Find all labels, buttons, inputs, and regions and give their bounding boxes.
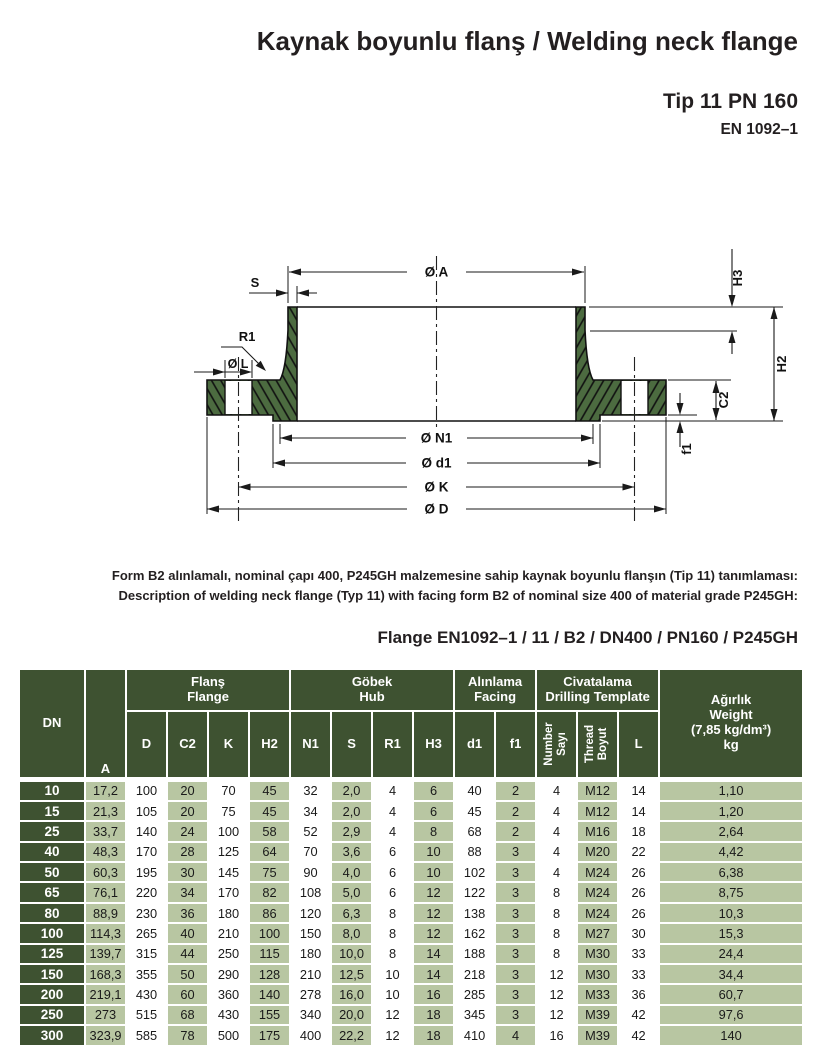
data-cell: 4	[372, 779, 413, 801]
group-header-hub	[290, 669, 454, 711]
data-cell: 4	[495, 1025, 536, 1045]
group-facing-en: Facing	[474, 689, 517, 704]
data-cell: 15,3	[659, 923, 803, 943]
data-cell: 10	[372, 964, 413, 984]
data-cell: 3	[495, 862, 536, 882]
group-flange-en: Flange	[187, 689, 229, 704]
description-english: Description of welding neck flange (Typ 11) with facing form B2 of nominal size 400 of material grade P245GH:	[118, 587, 798, 603]
table-row	[19, 779, 803, 801]
table-row	[19, 1005, 803, 1025]
data-cell: 8,75	[659, 882, 803, 902]
data-cell: 220	[126, 882, 167, 902]
dim-label-f1: f1	[679, 443, 694, 455]
dim-label-ol: Ø L	[227, 357, 249, 371]
data-cell: 26	[618, 882, 659, 902]
data-cell: 355	[126, 964, 167, 984]
data-cell: 8,0	[331, 923, 372, 943]
data-cell: 5,0	[331, 882, 372, 902]
group-drilling-tr: Civatalama	[563, 674, 632, 690]
data-cell: M39	[577, 1025, 618, 1045]
data-cell: 188	[454, 944, 495, 964]
data-cell: 6	[372, 882, 413, 902]
data-cell: 140	[659, 1025, 803, 1045]
weight-header-en: Weight	[709, 707, 753, 723]
data-cell: 585	[126, 1025, 167, 1045]
data-cell: 8	[372, 944, 413, 964]
data-cell: 3	[495, 984, 536, 1004]
data-cell: 10,3	[659, 903, 803, 923]
data-cell: 78	[167, 1025, 208, 1045]
col-header-a: A	[85, 669, 126, 779]
data-cell: 86	[249, 903, 290, 923]
data-cell: 8	[372, 923, 413, 943]
data-cell: 33,7	[85, 821, 126, 841]
data-cell: 1,10	[659, 779, 803, 801]
col-header-d: D	[126, 711, 167, 779]
data-cell: 26	[618, 862, 659, 882]
data-cell: 45	[249, 779, 290, 801]
weight-header-density: (7,85 kg/dm³)	[690, 722, 772, 738]
data-cell: M24	[577, 862, 618, 882]
table-row	[19, 801, 803, 821]
weight-header-tr: Ağırlık	[710, 692, 752, 708]
dn-cell: 100	[19, 923, 85, 943]
data-cell: 68	[454, 821, 495, 841]
weight-header-unit: kg	[723, 737, 739, 753]
data-cell: 30	[167, 862, 208, 882]
standard-reference: EN 1092–1	[720, 121, 798, 138]
data-cell: 8	[536, 882, 577, 902]
dn-cell: 40	[19, 842, 85, 862]
col-header-s: S	[331, 711, 372, 779]
data-cell: 4	[536, 842, 577, 862]
group-flange-tr: Flanş	[191, 674, 225, 690]
data-cell: 33	[618, 964, 659, 984]
data-cell: 500	[208, 1025, 249, 1045]
data-cell: 34,4	[659, 964, 803, 984]
data-cell: 140	[249, 984, 290, 1004]
data-cell: 6	[372, 842, 413, 862]
group-hub-tr: Göbek	[351, 674, 393, 690]
group-header-flange	[126, 669, 290, 711]
dn-cell: 300	[19, 1025, 85, 1045]
data-cell: 114,3	[85, 923, 126, 943]
data-cell: 20	[167, 801, 208, 821]
data-cell: 8	[536, 903, 577, 923]
dn-cell: 10	[19, 779, 85, 801]
data-cell: 139,7	[85, 944, 126, 964]
data-cell: 122	[454, 882, 495, 902]
data-cell: 3,6	[331, 842, 372, 862]
data-cell: 52	[290, 821, 331, 841]
data-cell: 33	[618, 944, 659, 964]
data-cell: 36	[167, 903, 208, 923]
data-cell: 8	[372, 903, 413, 923]
data-cell: 285	[454, 984, 495, 1004]
flange-dimension-table	[18, 668, 804, 1047]
data-cell: 3	[495, 923, 536, 943]
data-cell: 100	[126, 779, 167, 801]
dim-label-ok: Ø K	[424, 479, 449, 495]
col-header-l: L	[618, 711, 659, 779]
data-cell: 170	[126, 842, 167, 862]
data-cell: 210	[208, 923, 249, 943]
dn-cell: 25	[19, 821, 85, 841]
data-cell: 12	[413, 882, 454, 902]
data-cell: 180	[290, 944, 331, 964]
data-cell: 76,1	[85, 882, 126, 902]
data-cell: 6,3	[331, 903, 372, 923]
data-cell: 64	[249, 842, 290, 862]
data-cell: 75	[208, 801, 249, 821]
data-cell: 2	[495, 801, 536, 821]
table-row	[19, 821, 803, 841]
data-cell: 10	[413, 842, 454, 862]
data-cell: 32	[290, 779, 331, 801]
data-cell: 34	[290, 801, 331, 821]
data-cell: 12	[372, 1005, 413, 1025]
data-cell: 16	[413, 984, 454, 1004]
dim-label-od1: Ø d1	[421, 455, 452, 471]
data-cell: 22,2	[331, 1025, 372, 1045]
data-cell: 323,9	[85, 1025, 126, 1045]
dim-label-on1: Ø N1	[420, 430, 453, 446]
data-cell: 250	[208, 944, 249, 964]
data-cell: 3	[495, 964, 536, 984]
group-header-drilling	[536, 669, 659, 711]
data-cell: M20	[577, 842, 618, 862]
data-cell: 45	[249, 801, 290, 821]
data-cell: 10	[372, 984, 413, 1004]
data-cell: 14	[413, 944, 454, 964]
col-header-h3: H3	[413, 711, 454, 779]
table-row	[19, 882, 803, 902]
dim-label-s: S	[250, 275, 260, 290]
data-cell: 60,7	[659, 984, 803, 1004]
col-header-bolt-number	[536, 711, 577, 779]
data-cell: 60	[167, 984, 208, 1004]
data-cell: 128	[249, 964, 290, 984]
data-cell: 45	[454, 801, 495, 821]
bolt-number-en: Number	[543, 722, 556, 766]
data-cell: 360	[208, 984, 249, 1004]
data-cell: 3	[495, 903, 536, 923]
col-header-dn: DN	[19, 669, 85, 779]
group-drilling-en: Drilling Template	[545, 689, 650, 704]
data-cell: 30	[618, 923, 659, 943]
data-cell: 58	[249, 821, 290, 841]
data-cell: 24,4	[659, 944, 803, 964]
data-cell: 12	[413, 903, 454, 923]
data-cell: 230	[126, 903, 167, 923]
data-cell: 14	[618, 801, 659, 821]
data-cell: 145	[208, 862, 249, 882]
data-cell: 4,42	[659, 842, 803, 862]
data-cell: 430	[126, 984, 167, 1004]
data-cell: 290	[208, 964, 249, 984]
data-cell: 97,6	[659, 1005, 803, 1025]
dim-label-oa: Ø A	[424, 264, 449, 280]
group-facing-tr: Alınlama	[467, 674, 523, 690]
data-cell: 6	[413, 801, 454, 821]
col-header-weight	[659, 669, 803, 779]
data-cell: 20,0	[331, 1005, 372, 1025]
data-cell: 28	[167, 842, 208, 862]
thread-tr: Boyut	[597, 727, 610, 761]
data-cell: 44	[167, 944, 208, 964]
table-row	[19, 842, 803, 862]
data-cell: 12,5	[331, 964, 372, 984]
data-cell: 120	[290, 903, 331, 923]
data-cell: 70	[290, 842, 331, 862]
table-row	[19, 903, 803, 923]
data-cell: M39	[577, 1005, 618, 1025]
data-cell: M12	[577, 779, 618, 801]
data-cell: 22	[618, 842, 659, 862]
data-cell: 155	[249, 1005, 290, 1025]
data-cell: M30	[577, 964, 618, 984]
data-cell: 100	[249, 923, 290, 943]
data-cell: 12	[536, 964, 577, 984]
data-cell: 4	[536, 801, 577, 821]
data-cell: 265	[126, 923, 167, 943]
data-cell: 26	[618, 903, 659, 923]
data-cell: 273	[85, 1005, 126, 1025]
flange-technical-drawing	[185, 240, 815, 552]
data-cell: M24	[577, 882, 618, 902]
table-row	[19, 923, 803, 943]
data-cell: 42	[618, 1005, 659, 1025]
data-cell: 82	[249, 882, 290, 902]
data-cell: 4	[536, 821, 577, 841]
data-cell: 12	[536, 984, 577, 1004]
description-turkish: Form B2 alınlamalı, nominal çapı 400, P245GH malzemesine sahip kaynak boyunlu flanşın (Tip 11) tanımlaması:	[111, 568, 798, 583]
data-cell: 60,3	[85, 862, 126, 882]
data-cell: 17,2	[85, 779, 126, 801]
data-cell: 278	[290, 984, 331, 1004]
data-cell: 40	[454, 779, 495, 801]
col-header-d1: d1	[454, 711, 495, 779]
dn-cell: 15	[19, 801, 85, 821]
data-cell: 1,20	[659, 801, 803, 821]
data-cell: 218	[454, 964, 495, 984]
data-cell: 315	[126, 944, 167, 964]
data-cell: 18	[413, 1005, 454, 1025]
dn-cell: 250	[19, 1005, 85, 1025]
col-header-n1: N1	[290, 711, 331, 779]
data-cell: 20	[167, 779, 208, 801]
bolt-number-tr: Sayı	[556, 732, 569, 757]
dn-cell: 50	[19, 862, 85, 882]
data-cell: 24	[167, 821, 208, 841]
data-cell: 195	[126, 862, 167, 882]
data-cell: 105	[126, 801, 167, 821]
data-cell: 90	[290, 862, 331, 882]
data-cell: 8	[536, 944, 577, 964]
group-header-facing	[454, 669, 536, 711]
table-row	[19, 944, 803, 964]
thread-en: Thread	[584, 725, 597, 764]
dim-label-c2: C2	[716, 391, 731, 409]
data-cell: 3	[495, 882, 536, 902]
data-cell: 170	[208, 882, 249, 902]
data-cell: 138	[454, 903, 495, 923]
data-cell: 75	[249, 862, 290, 882]
data-cell: 150	[290, 923, 331, 943]
data-cell: 50	[167, 964, 208, 984]
data-cell: M16	[577, 821, 618, 841]
col-header-k: K	[208, 711, 249, 779]
data-cell: 140	[126, 821, 167, 841]
data-cell: M24	[577, 903, 618, 923]
dim-label-h2: H2	[774, 355, 789, 373]
col-header-c2: C2	[167, 711, 208, 779]
data-cell: M30	[577, 944, 618, 964]
dn-cell: 200	[19, 984, 85, 1004]
data-cell: 4,0	[331, 862, 372, 882]
data-cell: 10,0	[331, 944, 372, 964]
data-cell: 3	[495, 944, 536, 964]
data-cell: 2,0	[331, 801, 372, 821]
data-cell: 48,3	[85, 842, 126, 862]
group-hub-en: Hub	[359, 689, 385, 704]
data-cell: 2,9	[331, 821, 372, 841]
data-cell: 36	[618, 984, 659, 1004]
data-cell: 88,9	[85, 903, 126, 923]
data-cell: M12	[577, 801, 618, 821]
data-cell: 162	[454, 923, 495, 943]
data-cell: 2	[495, 779, 536, 801]
data-cell: 3	[495, 1005, 536, 1025]
data-cell: 8	[413, 821, 454, 841]
data-cell: 100	[208, 821, 249, 841]
dn-cell: 125	[19, 944, 85, 964]
data-cell: 14	[618, 779, 659, 801]
data-cell: 345	[454, 1005, 495, 1025]
data-cell: 102	[454, 862, 495, 882]
data-cell: 14	[413, 964, 454, 984]
data-cell: 515	[126, 1005, 167, 1025]
data-cell: 12	[372, 1025, 413, 1045]
data-cell: 10	[413, 862, 454, 882]
data-cell: 2,0	[331, 779, 372, 801]
data-cell: 40	[167, 923, 208, 943]
header-group-row	[19, 669, 803, 711]
flange-designation: Flange EN1092–1 / 11 / B2 / DN400 / PN160 / P245GH	[377, 628, 798, 647]
table-row	[19, 1025, 803, 1045]
data-cell: 2,64	[659, 821, 803, 841]
data-cell: 12	[536, 1005, 577, 1025]
table-row	[19, 862, 803, 882]
data-cell: 21,3	[85, 801, 126, 821]
data-cell: 125	[208, 842, 249, 862]
data-cell: 16,0	[331, 984, 372, 1004]
data-cell: 16	[536, 1025, 577, 1045]
data-cell: 108	[290, 882, 331, 902]
table-row	[19, 964, 803, 984]
data-cell: 3	[495, 842, 536, 862]
page-title: Kaynak boyunlu flanş / Welding neck flange	[256, 26, 798, 56]
data-cell: 6	[413, 779, 454, 801]
data-cell: 168,3	[85, 964, 126, 984]
data-cell: 4	[536, 779, 577, 801]
data-cell: 115	[249, 944, 290, 964]
table-row	[19, 984, 803, 1004]
data-cell: 180	[208, 903, 249, 923]
data-cell: 4	[536, 862, 577, 882]
data-cell: 430	[208, 1005, 249, 1025]
col-header-thread	[577, 711, 618, 779]
dim-label-od: Ø D	[424, 501, 449, 517]
data-cell: 219,1	[85, 984, 126, 1004]
data-cell: 6	[372, 862, 413, 882]
data-cell: 42	[618, 1025, 659, 1045]
data-cell: 6,38	[659, 862, 803, 882]
dimension-labels	[228, 265, 789, 517]
data-cell: 340	[290, 1005, 331, 1025]
data-cell: 4	[372, 821, 413, 841]
data-cell: 2	[495, 821, 536, 841]
data-cell: 175	[249, 1025, 290, 1045]
type-pressure-subtitle: Tip 11 PN 160	[662, 90, 798, 113]
dn-cell: 150	[19, 964, 85, 984]
data-cell: 18	[618, 821, 659, 841]
data-cell: 8	[536, 923, 577, 943]
dim-label-r1: R1	[238, 329, 256, 344]
dn-cell: 80	[19, 903, 85, 923]
data-cell: M33	[577, 984, 618, 1004]
data-cell: 34	[167, 882, 208, 902]
col-header-f1: f1	[495, 711, 536, 779]
data-cell: 70	[208, 779, 249, 801]
data-cell: 410	[454, 1025, 495, 1045]
data-cell: 68	[167, 1005, 208, 1025]
data-cell: 400	[290, 1025, 331, 1045]
col-header-h2: H2	[249, 711, 290, 779]
col-header-r1: R1	[372, 711, 413, 779]
dim-label-h3: H3	[730, 269, 745, 287]
description-block	[112, 566, 798, 605]
data-cell: M27	[577, 923, 618, 943]
data-cell: 88	[454, 842, 495, 862]
data-cell: 4	[372, 801, 413, 821]
dn-cell: 65	[19, 882, 85, 902]
data-cell: 210	[290, 964, 331, 984]
data-cell: 12	[413, 923, 454, 943]
data-cell: 18	[413, 1025, 454, 1045]
